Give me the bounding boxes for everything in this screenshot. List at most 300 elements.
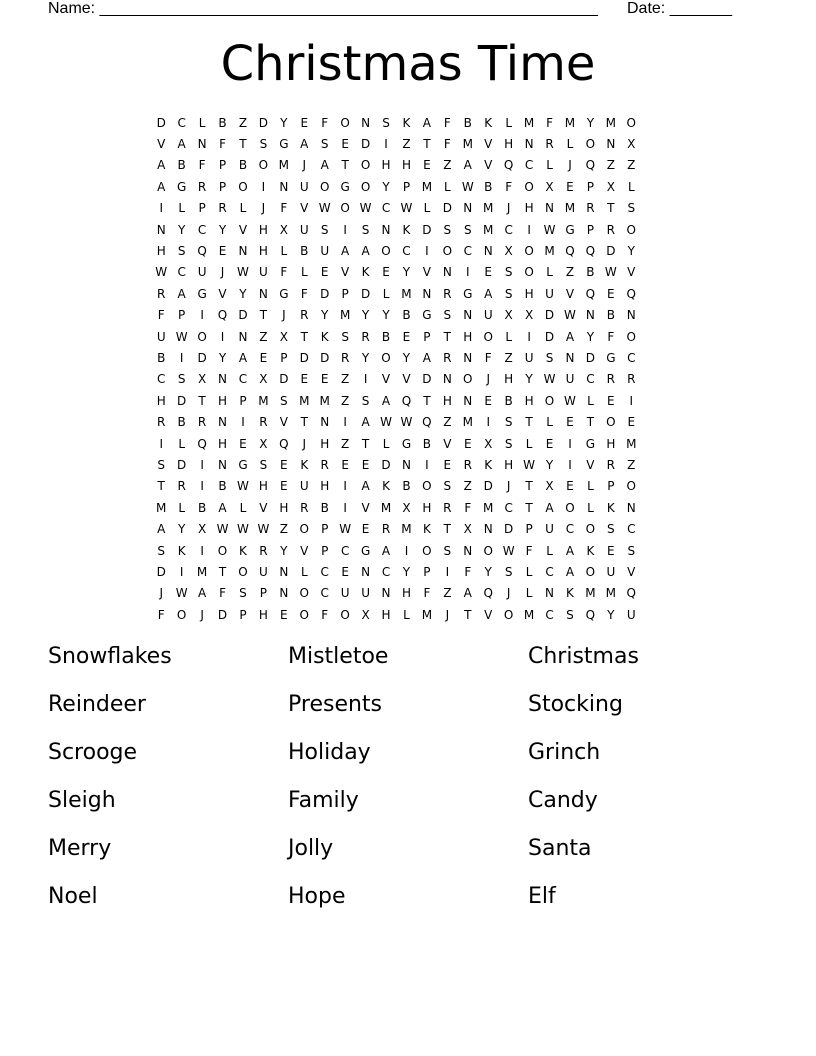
grid-letter: R: [545, 137, 554, 152]
grid-letter: T: [525, 479, 533, 494]
word-list-item: Snowflakes: [48, 644, 172, 669]
grid-letter: E: [484, 265, 493, 280]
grid-row: [151, 454, 642, 475]
grid-letter: O: [626, 479, 636, 494]
grid-letter: Z: [402, 137, 411, 152]
grid-letter: K: [239, 543, 247, 558]
grid-letter: C: [340, 543, 350, 558]
grid-letter: D: [544, 329, 555, 344]
grid-letter: I: [384, 137, 388, 152]
grid-letter: G: [360, 543, 371, 558]
grid-letter: P: [218, 158, 227, 173]
grid-letter: V: [238, 222, 248, 237]
grid-letter: S: [443, 308, 452, 323]
grid-letter: O: [503, 607, 514, 622]
grid-letter: A: [463, 586, 472, 601]
grid-letter: O: [483, 543, 493, 558]
grid-letter: A: [422, 115, 432, 130]
grid-letter: S: [382, 115, 390, 130]
grid-letter: Z: [259, 329, 268, 344]
grid-letter: P: [341, 286, 349, 301]
grid-letter: B: [484, 179, 493, 194]
grid-letter: W: [216, 522, 229, 537]
grid-letter: D: [279, 372, 289, 387]
grid-letter: G: [197, 286, 207, 301]
grid-letter: O: [524, 265, 534, 280]
grid-letter: J: [506, 201, 511, 216]
grid-letter: Q: [585, 244, 596, 259]
grid-letter: C: [524, 158, 534, 173]
grid-letter: O: [626, 222, 636, 237]
grid-letter: F: [607, 329, 615, 344]
grid-letter: U: [483, 308, 493, 323]
grid-letter: X: [606, 179, 615, 194]
grid-letter: O: [463, 372, 473, 387]
grid-letter: U: [320, 244, 330, 259]
grid-row: [151, 176, 642, 197]
grid-letter: A: [361, 415, 370, 430]
grid-letter: I: [363, 372, 368, 387]
grid-letter: N: [565, 350, 575, 365]
grid-letter: P: [321, 543, 329, 558]
grid-letter: P: [586, 179, 595, 194]
grid-letter: P: [218, 179, 227, 194]
grid-letter: E: [320, 372, 329, 387]
grid-letter: D: [381, 457, 391, 472]
grid-letter: X: [545, 179, 554, 194]
grid-letter: G: [401, 436, 412, 451]
grid-letter: V: [627, 564, 636, 579]
grid-letter: I: [425, 244, 429, 259]
grid-letter: W: [543, 372, 556, 387]
grid-letter: N: [279, 586, 289, 601]
grid-letter: K: [566, 586, 574, 601]
grid-letter: I: [343, 479, 347, 494]
grid-letter: H: [524, 393, 534, 408]
grid-row: [151, 326, 642, 347]
grid-letter: W: [318, 201, 331, 216]
grid-letter: D: [422, 222, 432, 237]
grid-row: [151, 518, 642, 539]
grid-letter: S: [280, 393, 288, 408]
grid-row: [151, 561, 642, 582]
grid-letter: I: [343, 222, 347, 237]
grid-letter: D: [360, 137, 371, 152]
grid-letter: M: [585, 586, 596, 601]
grid-letter: L: [587, 479, 594, 494]
grid-letter: Y: [586, 115, 595, 130]
grid-letter: U: [156, 329, 166, 344]
word-list-item: Noel: [48, 884, 98, 909]
grid-letter: H: [156, 244, 166, 259]
grid-letter: D: [606, 244, 616, 259]
grid-letter: B: [157, 350, 166, 365]
grid-letter: T: [239, 137, 247, 152]
grid-row: [151, 155, 642, 176]
grid-letter: H: [524, 201, 534, 216]
grid-letter: A: [238, 350, 248, 365]
grid-letter: U: [524, 350, 534, 365]
grid-letter: L: [382, 436, 390, 451]
grid-letter: N: [524, 137, 534, 152]
grid-letter: D: [217, 607, 228, 622]
grid-letter: T: [300, 329, 308, 344]
grid-letter: D: [197, 350, 207, 365]
grid-letter: Z: [279, 522, 288, 537]
grid-letter: W: [155, 265, 168, 280]
word-list-item: Mistletoe: [288, 644, 389, 669]
grid-letter: Q: [217, 308, 228, 323]
grid-letter: M: [483, 500, 494, 515]
grid-letter: D: [177, 457, 187, 472]
grid-letter: D: [504, 522, 514, 537]
grid-letter: F: [280, 201, 288, 216]
grid-letter: P: [525, 522, 533, 537]
grid-letter: T: [525, 500, 533, 515]
grid-letter: Q: [585, 607, 596, 622]
grid-letter: G: [606, 350, 616, 365]
grid-letter: M: [564, 201, 576, 216]
grid-letter: D: [483, 479, 493, 494]
grid-letter: S: [443, 479, 452, 494]
grid-letter: J: [159, 586, 163, 601]
grid-letter: B: [197, 500, 207, 515]
grid-letter: C: [320, 586, 329, 601]
grid-letter: A: [218, 500, 227, 515]
grid-letter: V: [381, 372, 391, 387]
grid-letter: A: [565, 329, 575, 344]
grid-letter: M: [483, 222, 494, 237]
grid-letter: M: [156, 500, 167, 515]
grid-letter: N: [238, 329, 248, 344]
grid-letter: Y: [402, 564, 411, 579]
grid-letter: N: [381, 222, 391, 237]
grid-letter: O: [319, 179, 330, 194]
grid-letter: H: [279, 500, 289, 515]
grid-letter: G: [422, 308, 432, 323]
grid-letter: H: [156, 393, 166, 408]
grid-letter: R: [259, 543, 268, 558]
grid-letter: N: [258, 286, 268, 301]
grid-letter: I: [179, 564, 184, 579]
grid-letter: K: [320, 329, 329, 344]
grid-letter: T: [157, 479, 165, 494]
grid-letter: E: [627, 415, 636, 430]
grid-letter: T: [464, 607, 472, 622]
grid-letter: H: [320, 479, 330, 494]
grid-letter: S: [443, 222, 452, 237]
grid-letter: M: [564, 115, 576, 130]
grid-letter: K: [402, 115, 411, 130]
grid-letter: G: [279, 286, 289, 301]
grid-letter: K: [300, 457, 309, 472]
grid-letter: K: [177, 543, 186, 558]
word-list-item: Merry: [48, 836, 112, 861]
word-list-item: Santa: [528, 836, 592, 861]
grid-letter: X: [361, 607, 370, 622]
grid-letter: W: [237, 522, 249, 537]
word-list-item: Scrooge: [48, 740, 138, 765]
grid-letter: J: [486, 372, 490, 387]
word-list-item: Family: [288, 788, 359, 813]
grid-letter: B: [300, 244, 309, 259]
grid-letter: H: [320, 436, 330, 451]
grid-letter: D: [156, 115, 166, 130]
grid-letter: N: [218, 372, 228, 387]
grid-letter: N: [606, 137, 616, 152]
grid-letter: L: [300, 265, 308, 280]
grid-letter: O: [524, 244, 534, 259]
grid-letter: G: [463, 286, 473, 301]
grid-letter: I: [220, 329, 225, 344]
grid-letter: R: [381, 522, 391, 537]
grid-letter: D: [299, 350, 309, 365]
grid-letter: I: [404, 543, 409, 558]
grid-row: [151, 133, 642, 154]
grid-letter: V: [279, 415, 288, 430]
grid-letter: M: [278, 158, 290, 173]
grid-letter: S: [607, 522, 615, 537]
grid-letter: P: [607, 479, 615, 494]
grid-letter: S: [259, 137, 268, 152]
grid-letter: W: [359, 201, 372, 216]
grid-letter: L: [505, 329, 512, 344]
grid-letter: Y: [382, 308, 390, 323]
grid-letter: O: [585, 522, 596, 537]
grid-letter: N: [585, 308, 595, 323]
grid-letter: O: [422, 479, 432, 494]
grid-letter: D: [544, 308, 555, 323]
grid-row: [151, 198, 642, 219]
grid-letter: O: [442, 244, 453, 259]
grid-letter: C: [545, 607, 554, 622]
grid-letter: F: [219, 586, 226, 601]
grid-letter: C: [504, 500, 513, 515]
grid-letter: K: [382, 479, 390, 494]
grid-letter: P: [586, 222, 595, 237]
grid-letter: Y: [382, 179, 390, 194]
grid-letter: H: [606, 436, 616, 451]
grid-letter: Y: [607, 607, 615, 622]
grid-letter: A: [197, 586, 207, 601]
grid-letter: O: [340, 201, 350, 216]
grid-letter: H: [258, 607, 268, 622]
grid-letter: C: [504, 222, 513, 237]
grid-letter: O: [626, 115, 636, 130]
grid-letter: E: [423, 158, 431, 173]
grid-row: [151, 497, 642, 518]
grid-letter: Y: [484, 564, 492, 579]
grid-letter: S: [504, 564, 513, 579]
grid-letter: D: [320, 350, 330, 365]
grid-letter: T: [259, 308, 268, 323]
grid-letter: M: [421, 607, 433, 622]
grid-row: [151, 112, 642, 133]
grid-letter: F: [157, 607, 165, 622]
grid-letter: J: [506, 586, 511, 601]
grid-letter: U: [626, 607, 636, 622]
grid-letter: D: [156, 564, 166, 579]
grid-letter: D: [238, 308, 248, 323]
grid-letter: O: [299, 607, 309, 622]
grid-letter: L: [423, 201, 431, 216]
grid-letter: E: [300, 115, 309, 130]
grid-letter: A: [320, 158, 329, 173]
grid-row: [151, 305, 642, 326]
grid-letter: H: [258, 244, 268, 259]
grid-letter: Y: [545, 457, 554, 472]
grid-letter: W: [564, 393, 576, 408]
grid-letter: I: [159, 436, 163, 451]
grid-letter: V: [361, 500, 370, 515]
grid-row: [151, 262, 642, 283]
grid-letter: B: [402, 308, 411, 323]
grid-letter: Y: [321, 308, 329, 323]
grid-letter: M: [299, 393, 310, 408]
grid-letter: M: [380, 500, 392, 515]
word-list-item: Christmas: [528, 644, 639, 669]
grid-row: [151, 219, 642, 240]
grid-letter: I: [466, 265, 470, 280]
grid-letter: O: [340, 607, 350, 622]
grid-letter: N: [197, 137, 207, 152]
grid-letter: S: [443, 543, 452, 558]
grid-letter: U: [259, 265, 268, 280]
grid-letter: T: [443, 329, 452, 344]
grid-letter: L: [525, 564, 533, 579]
grid-letter: L: [280, 244, 288, 259]
grid-letter: N: [361, 115, 371, 130]
grid-letter: Z: [341, 393, 350, 408]
grid-letter: D: [360, 286, 371, 301]
grid-letter: N: [463, 201, 473, 216]
grid-letter: H: [504, 372, 514, 387]
grid-letter: M: [523, 607, 535, 622]
word-list-item: Jolly: [288, 836, 334, 861]
grid-letter: O: [544, 393, 555, 408]
grid-letter: A: [565, 564, 575, 579]
word-list-item: Holiday: [288, 740, 371, 765]
grid-letter: F: [280, 265, 288, 280]
word-list-item: Hope: [288, 884, 346, 909]
grid-letter: Z: [565, 265, 575, 280]
grid-row: [151, 540, 642, 561]
grid-letter: C: [381, 564, 391, 579]
grid-letter: C: [177, 265, 186, 280]
grid-letter: P: [321, 522, 329, 537]
grid-letter: A: [463, 158, 472, 173]
grid-letter: Z: [238, 115, 248, 130]
grid-letter: L: [239, 201, 247, 216]
grid-letter: R: [586, 201, 595, 216]
grid-letter: E: [402, 329, 411, 344]
grid-letter: M: [605, 115, 617, 130]
grid-row: [151, 283, 642, 304]
grid-letter: X: [484, 436, 493, 451]
grid-letter: A: [565, 543, 575, 558]
grid-letter: E: [341, 137, 349, 152]
grid-letter: L: [587, 500, 594, 515]
grid-letter: O: [360, 179, 371, 194]
grid-letter: L: [546, 158, 553, 173]
grid-letter: W: [564, 308, 576, 323]
grid-letter: S: [239, 586, 247, 601]
grid-letter: O: [299, 522, 309, 537]
grid-letter: X: [279, 222, 288, 237]
grid-letter: U: [545, 286, 554, 301]
grid-letter: Y: [586, 329, 595, 344]
grid-letter: R: [300, 308, 309, 323]
grid-letter: R: [606, 372, 616, 387]
grid-letter: K: [484, 457, 493, 472]
grid-letter: Q: [197, 244, 207, 259]
grid-letter: W: [523, 457, 536, 472]
grid-letter: L: [239, 500, 247, 515]
grid-letter: W: [175, 329, 188, 344]
grid-letter: Q: [279, 436, 289, 451]
grid-letter: N: [238, 244, 248, 259]
grid-letter: O: [258, 158, 269, 173]
grid-letter: O: [299, 586, 309, 601]
grid-letter: F: [443, 115, 451, 130]
grid-letter: E: [280, 457, 288, 472]
grid-letter: W: [237, 479, 249, 494]
grid-letter: C: [627, 350, 636, 365]
grid-letter: I: [343, 415, 347, 430]
grid-letter: Z: [606, 158, 615, 173]
grid-letter: H: [401, 158, 411, 173]
grid-letter: B: [422, 436, 432, 451]
grid-letter: C: [586, 372, 595, 387]
grid-letter: S: [157, 543, 166, 558]
grid-letter: F: [484, 350, 492, 365]
grid-letter: Z: [341, 372, 350, 387]
grid-letter: F: [464, 500, 472, 515]
grid-letter: R: [606, 457, 616, 472]
grid-letter: R: [259, 415, 268, 430]
grid-letter: B: [218, 115, 227, 130]
grid-letter: L: [444, 179, 451, 194]
grid-letter: D: [320, 286, 330, 301]
grid-letter: O: [176, 607, 187, 622]
grid-letter: E: [484, 393, 493, 408]
grid-letter: A: [545, 500, 554, 515]
grid-letter: K: [606, 500, 615, 515]
grid-letter: I: [179, 350, 184, 365]
name-field-label: Name: ________________________________________________________: [48, 0, 598, 17]
grid-letter: Z: [627, 158, 636, 173]
grid-row: [151, 411, 642, 432]
grid-letter: L: [525, 586, 533, 601]
word-list-item: Sleigh: [48, 788, 116, 813]
grid-letter: F: [198, 158, 206, 173]
grid-letter: I: [241, 415, 245, 430]
grid-letter: A: [422, 350, 432, 365]
grid-letter: G: [279, 137, 289, 152]
grid-letter: H: [218, 393, 228, 408]
grid-letter: S: [504, 286, 513, 301]
grid-letter: P: [280, 350, 288, 365]
grid-letter: W: [400, 415, 413, 430]
grid-letter: J: [302, 436, 307, 451]
grid-letter: J: [200, 607, 204, 622]
grid-letter: Z: [504, 350, 513, 365]
grid-letter: D: [585, 350, 596, 365]
grid-letter: Y: [361, 350, 370, 365]
grid-letter: L: [566, 137, 574, 152]
grid-letter: Z: [341, 436, 350, 451]
grid-letter: E: [218, 244, 227, 259]
